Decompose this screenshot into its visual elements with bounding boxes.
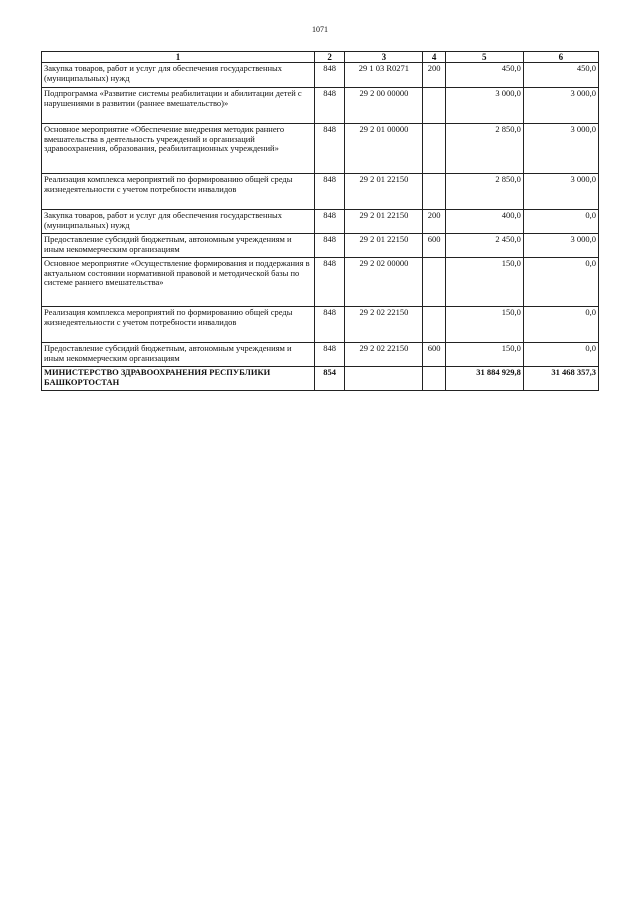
row-grbs: 848 xyxy=(314,63,344,88)
row-grbs: 848 xyxy=(314,258,344,307)
header-row xyxy=(42,52,599,63)
table-row xyxy=(42,258,599,307)
page-number: 1071 xyxy=(312,25,328,34)
row-sum1: 3 000,0 xyxy=(445,88,523,124)
table-row xyxy=(42,63,599,88)
table-row xyxy=(42,174,599,210)
header-cell: 1 xyxy=(42,52,315,63)
row-name: Реализация комплекса мероприятий по формированию общей среды жизнедеятельности с учетом потребности инвалидов xyxy=(42,307,315,343)
row-kcsr: 29 2 01 00000 xyxy=(345,124,423,174)
row-vr: 600 xyxy=(423,234,445,258)
row-sum2: 450,0 xyxy=(523,63,598,88)
row-kcsr: 29 2 02 22150 xyxy=(345,343,423,367)
row-vr xyxy=(423,258,445,307)
row-grbs: 848 xyxy=(314,124,344,174)
row-vr xyxy=(423,174,445,210)
row-sum1: 2 850,0 xyxy=(445,124,523,174)
row-sum1: 150,0 xyxy=(445,343,523,367)
row-sum1: 150,0 xyxy=(445,307,523,343)
table-row xyxy=(42,234,599,258)
header-cell: 4 xyxy=(423,52,445,63)
row-grbs: 848 xyxy=(314,234,344,258)
table-row xyxy=(42,343,599,367)
row-name: Закупка товаров, работ и услуг для обеспечения государственных (муниципальных) нужд xyxy=(42,210,315,234)
row-grbs: 848 xyxy=(314,210,344,234)
row-kcsr: 29 2 01 22150 xyxy=(345,174,423,210)
row-name: Предоставление субсидий бюджетным, автономным учреждениям и иным некоммерческим организациям xyxy=(42,343,315,367)
row-name: Закупка товаров, работ и услуг для обеспечения государственных (муниципальных) нужд xyxy=(42,63,315,88)
row-sum2: 3 000,0 xyxy=(523,88,598,124)
row-kcsr: 29 2 00 00000 xyxy=(345,88,423,124)
row-kcsr: 29 2 02 22150 xyxy=(345,307,423,343)
header-cell: 2 xyxy=(314,52,344,63)
row-name: Реализация комплекса мероприятий по формированию общей среды жизнедеятельности с учетом потребности инвалидов xyxy=(42,174,315,210)
row-kcsr: 29 2 01 22150 xyxy=(345,210,423,234)
row-sum2: 3 000,0 xyxy=(523,234,598,258)
header-cell: 6 xyxy=(523,52,598,63)
row-vr xyxy=(423,307,445,343)
total-sum2: 31 468 357,3 xyxy=(523,367,598,391)
row-vr xyxy=(423,88,445,124)
total-name: МИНИСТЕРСТВО ЗДРАВООХРАНЕНИЯ РЕСПУБЛИКИ БАШКОРТОСТАН xyxy=(42,367,315,391)
header-cell: 3 xyxy=(345,52,423,63)
row-name: Подпрограмма «Развитие системы реабилитации и абилитации детей с нарушениями в развитии (раннее вмешательство)» xyxy=(42,88,315,124)
row-sum1: 400,0 xyxy=(445,210,523,234)
row-sum1: 2 450,0 xyxy=(445,234,523,258)
row-grbs: 848 xyxy=(314,343,344,367)
table-row xyxy=(42,124,599,174)
row-grbs: 848 xyxy=(314,88,344,124)
table-row xyxy=(42,88,599,124)
total-grbs: 854 xyxy=(314,367,344,391)
row-name: Основное мероприятие «Осуществление формирования и поддержания в актуальном состоянии нормативной правовой и методической базы по системе раннего вмешательства» xyxy=(42,258,315,307)
row-sum2: 0,0 xyxy=(523,343,598,367)
row-vr: 200 xyxy=(423,210,445,234)
row-grbs: 848 xyxy=(314,174,344,210)
row-name: Предоставление субсидий бюджетным, автономным учреждениям и иным некоммерческим организациям xyxy=(42,234,315,258)
row-sum2: 0,0 xyxy=(523,307,598,343)
total-kcsr xyxy=(345,367,423,391)
total-vr xyxy=(423,367,445,391)
total-sum1: 31 884 929,8 xyxy=(445,367,523,391)
total-row xyxy=(42,367,599,391)
row-sum1: 450,0 xyxy=(445,63,523,88)
budget-table xyxy=(41,51,599,391)
table-row xyxy=(42,210,599,234)
row-vr xyxy=(423,124,445,174)
row-sum1: 2 850,0 xyxy=(445,174,523,210)
row-sum2: 0,0 xyxy=(523,210,598,234)
row-name: Основное мероприятие «Обеспечение внедрения методик раннего вмешательства в деятельность учреждений и организаций здравоохранения, образования, реабилитационных учреждений» xyxy=(42,124,315,174)
row-sum2: 3 000,0 xyxy=(523,124,598,174)
row-sum2: 3 000,0 xyxy=(523,174,598,210)
row-sum1: 150,0 xyxy=(445,258,523,307)
row-vr: 600 xyxy=(423,343,445,367)
row-grbs: 848 xyxy=(314,307,344,343)
row-kcsr: 29 2 01 22150 xyxy=(345,234,423,258)
table-row xyxy=(42,307,599,343)
row-kcsr: 29 1 03 R0271 xyxy=(345,63,423,88)
row-sum2: 0,0 xyxy=(523,258,598,307)
row-vr: 200 xyxy=(423,63,445,88)
row-kcsr: 29 2 02 00000 xyxy=(345,258,423,307)
header-cell: 5 xyxy=(445,52,523,63)
